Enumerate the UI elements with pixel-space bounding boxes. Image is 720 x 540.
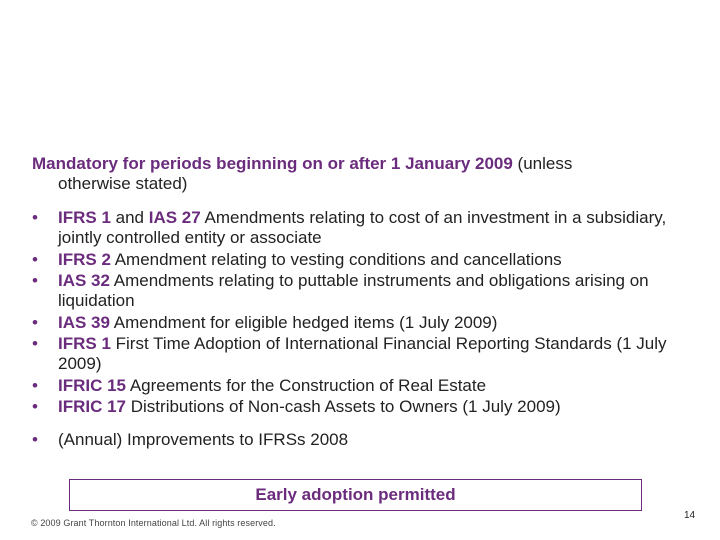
standard-code: IFRS 2 [58, 249, 111, 269]
page-number: 14 [684, 510, 696, 521]
list-item [32, 250, 692, 270]
list-item [32, 334, 692, 374]
early-adoption-box: Early adoption permitted [69, 479, 642, 511]
item-text: Amendments relating to puttable instruments and obligations arising on liquidation [58, 271, 649, 310]
standard-code: IFRS 1 [58, 208, 111, 227]
bullet-icon: • [32, 249, 38, 269]
standard-code: IAS 27 [148, 208, 201, 227]
standard-code: IFRIC 15 [58, 375, 127, 395]
item-text: Distributions of Non-cash Assets to Owners (1 July 2009) [126, 397, 561, 416]
standards-list [32, 208, 692, 452]
list-item-annual [32, 430, 692, 450]
bullet-icon: • [32, 334, 38, 353]
item-connector: and [110, 208, 149, 227]
heading-accent: Mandatory for periods beginning on or after 1 January 2009 [32, 154, 513, 173]
list-item [32, 313, 692, 333]
bullet-icon: • [32, 271, 38, 290]
bullet-icon: • [32, 312, 38, 332]
item-text: (Annual) Improvements to IFRSs 2008 [58, 430, 349, 449]
item-text: Amendments relating to cost of an investment in a subsidiary, jointly controlled entity or associate [58, 208, 667, 247]
standard-code: IAS 32 [58, 271, 110, 290]
bullet-icon: • [32, 375, 38, 395]
bullet-icon: • [32, 208, 38, 227]
bullet-icon: • [32, 397, 38, 416]
list-item [32, 376, 692, 396]
item-text: Agreements for the Construction of Real Estate [126, 375, 487, 395]
standard-code: IFRS 1 [58, 334, 111, 353]
item-text: Amendment relating to vesting conditions and cancellations [110, 249, 562, 269]
section-heading [32, 154, 692, 194]
item-text: Amendment for eligible hedged items (1 July 2009) [109, 312, 498, 332]
heading-rest: (unless [512, 154, 573, 173]
heading-rest-line2: otherwise stated) [58, 174, 188, 193]
bullet-icon: • [32, 430, 38, 449]
list-item [32, 208, 692, 248]
list-item [32, 271, 692, 311]
copyright-notice: © 2009 Grant Thornton International Ltd. All rights reserved. [31, 518, 276, 528]
standard-code: IAS 39 [58, 312, 110, 332]
item-text: First Time Adoption of International Financial Reporting Standards (1 July 2009) [58, 334, 667, 373]
list-item [32, 397, 692, 417]
standard-code: IFRIC 17 [58, 397, 127, 416]
